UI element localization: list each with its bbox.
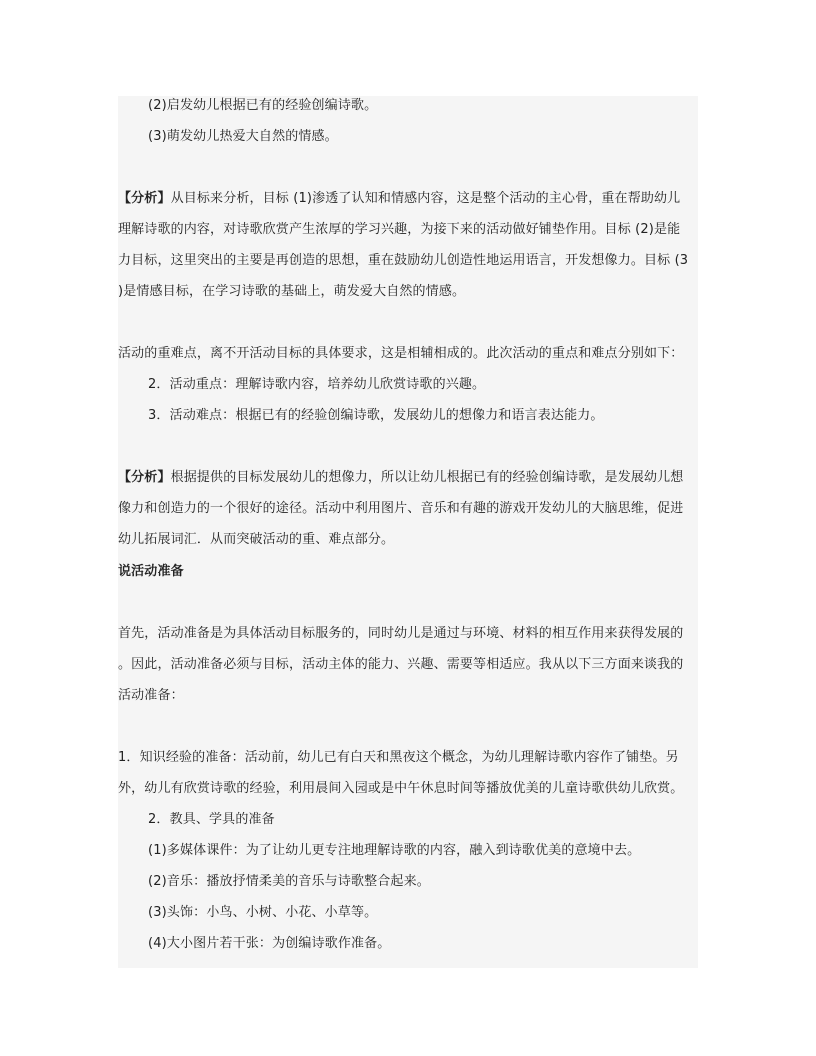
- teaching-aid-item: (3)头饰：小鸟、小树、小花、小草等。: [148, 905, 378, 920]
- knowledge-preparation-line-2: 外，幼儿有欣赏诗歌的经验，利用晨间入园或是中午休息时间等播放优美的儿童诗歌供幼儿欣赏。: [118, 781, 684, 796]
- teaching-aid-item: (2)音乐：播放抒情柔美的音乐与诗歌整合起来。: [148, 874, 430, 889]
- teaching-aid-item: (1)多媒体课件：为了让幼儿更专注地理解诗歌的内容，融入到诗歌优美的意境中去。: [148, 843, 641, 858]
- analysis-paragraph-1-line-2: 理解诗歌的内容，对诗歌欣赏产生浓厚的学习兴趣，为接下来的活动做好铺垫作用。目标 (2)是能: [118, 222, 681, 237]
- analysis-paragraph-1-line-4: )是情感目标，在学习诗歌的基础上，萌发爱大自然的情感。: [118, 284, 466, 299]
- difficult-point: 3．活动难点：根据已有的经验创编诗歌，发展幼儿的想像力和语言表达能力。: [148, 408, 604, 423]
- analysis-paragraph-1-line-3: 力目标，这里突出的主要是再创造的思想，重在鼓励幼儿创造性地运用语言，开发想像力。目标 (3: [118, 253, 689, 268]
- section-heading: 说活动准备: [118, 564, 184, 579]
- analysis-label: 【分析】: [118, 470, 171, 485]
- preparation-paragraph-line-3: 活动准备：: [118, 688, 184, 703]
- analysis-paragraph-1-line-1: 【分析】从目标来分析，目标 (1)渗透了认知和情感内容，这是整个活动的主心骨，重在帮助幼儿: [118, 191, 681, 206]
- analysis-paragraph-2-line-3: 幼儿拓展词汇．从而突破活动的重、难点部分。: [118, 532, 395, 547]
- analysis-label: 【分析】: [118, 191, 171, 206]
- preparation-paragraph-line-1: 首先，活动准备是为具体活动目标服务的，同时幼儿是通过与环境、材料的相互作用来获得发展的: [118, 626, 684, 641]
- key-point: 2．活动重点：理解诗歌内容，培养幼儿欣赏诗歌的兴趣。: [148, 377, 486, 392]
- knowledge-preparation-line-1: 1．知识经验的准备：活动前，幼儿已有白天和黑夜这个概念，为幼儿理解诗歌内容作了铺垫。另: [118, 750, 679, 765]
- analysis-paragraph-2-line-2: 像力和创造力的一个很好的途径。活动中利用图片、音乐和有趣的游戏开发幼儿的大脑思维，促进: [118, 501, 684, 516]
- teaching-aid-item: (4)大小图片若干张：为创编诗歌作准备。: [148, 936, 391, 951]
- goal-item-2: (2)启发幼儿根据已有的经验创编诗歌。: [148, 98, 378, 113]
- key-points-intro: 活动的重难点，离不开活动目标的具体要求，这是相辅相成的。此次活动的重点和难点分别如下：: [118, 346, 684, 361]
- goal-item-3: (3)萌发幼儿热爱大自然的情感。: [148, 129, 338, 144]
- analysis-paragraph-2-line-1: 【分析】根据提供的目标发展幼儿的想像力，所以让幼儿根据已有的经验创编诗歌，是发展幼儿想: [118, 470, 684, 485]
- document-body: [118, 96, 698, 968]
- preparation-paragraph-line-2: 。因此，活动准备必须与目标，活动主体的能力、兴趣、需要等相适应。我从以下三方面来谈我的: [118, 657, 684, 672]
- teaching-aids-heading: 2．教具、学具的准备: [148, 812, 275, 827]
